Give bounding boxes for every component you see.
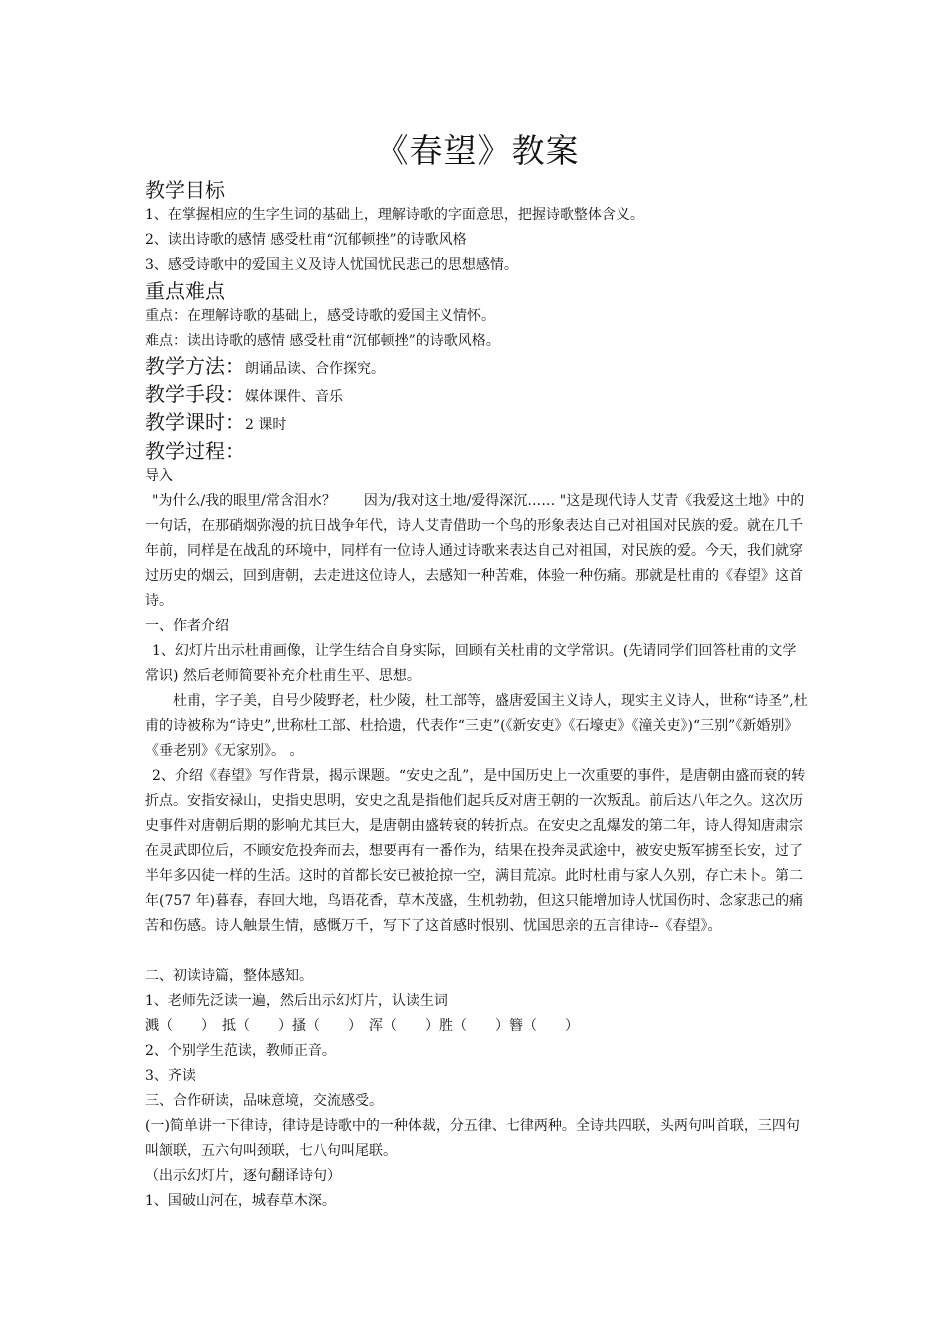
section3-paragraph-1: (一)简单讲一下律诗，律诗是诗歌中的一种体裁，分五律、七律两种。全诗共四联，头两句叫首联，三四句叫颔联，五六句叫颈联，七八句叫尾联。	[145, 1118, 800, 1159]
section3-paragraph-3: 1、国破山河在，城春草木深。	[145, 1193, 336, 1209]
section2-paragraph-2: 2、个别学生范读，教师正音。	[145, 1043, 336, 1059]
goal-item-3: 3、感受诗歌中的爱国主义及诗人忧国忧民悲己的思想感情。	[145, 257, 518, 273]
section2-paragraph-1: 1、老师先泛读一遍，然后出示幻灯片，认读生词	[145, 993, 448, 1009]
difficulty-text: 难点：读出诗歌的感情 感受杜甫“沉郁顿挫”的诗歌风格。	[145, 333, 500, 349]
hours-line	[145, 410, 810, 438]
section1-paragraph-3: 2、介绍《春望》写作背景，揭示课题。“安史之乱”，是中国历史上一次重要的事件，是唐朝由盛而衰的转折点。安指安禄山，史指史思明，安史之乱是指他们起兵反对唐王朝的一次叛乱。前后达八年之久。这次历史事件对唐朝后期的影响尤其巨大，是唐朝由盛转衰的转折点。在安史之乱爆发的第二年，诗人得知唐肃宗在灵武即位后，不顾安危投奔而去，想要再有一番作为，结果在投奔灵武途中，被安史叛军掳至长安，过了半年多囚徒一样的生活。这时的首都长安已被抢掠一空，满目荒凉。此时杜甫与家人久别，存亡未卜。第二年(757 年)暮春，春回大地，鸟语花香，草木茂盛，生机勃勃，但这只能增加诗人忧国伤时、念家悲己的痛苦和伤感。诗人触景生情，感慨万千，写下了这首感时恨别、忧国思亲的五言律诗--《春望》。	[145, 768, 806, 934]
section2-paragraph-3: 3、齐读	[145, 1068, 196, 1084]
intro-paragraph: "为什么/我的眼里/常含泪水？ 因为/我对这土地/爱得深沉…… "这是现代诗人艾青《我爱这土地》中的一句话，在那硝烟弥漫的抗日战争年代，诗人艾青借助一个鸟的形象表达自己对祖国对民族的爱。就在几千年前，同样是在战乱的环境中，同样有一位诗人通过诗歌来表达自己对祖国，对民族的爱。今天，我们就穿过历史的烟云，回到唐朝，去走进这位诗人，去感知一种苦难，体验一种伤痛。那就是杜甫的《春望》这首诗。	[145, 493, 805, 609]
section2-heading: 二、初读诗篇，整体感知。	[145, 968, 313, 984]
intro-label: 导入	[145, 468, 173, 484]
means-value: 媒体课件、音乐	[245, 389, 343, 405]
vocab-words: 溅（ ） 抵（ ）搔（ ） 浑（ ）胜（ ）簪（ ）	[145, 1018, 579, 1034]
key-points-heading: 重点难点	[145, 279, 225, 303]
hours-label: 教学课时：	[145, 410, 245, 434]
goal-item-2: 2、读出诗歌的感情 感受杜甫“沉郁顿挫”的诗歌风格	[145, 232, 467, 248]
goal-item-1: 1、在掌握相应的生字生词的基础上，理解诗歌的字面意思，把握诗歌整体含义。	[145, 207, 644, 223]
hours-value: 2 课时	[245, 417, 287, 433]
method-label: 教学方法：	[145, 354, 245, 378]
section3-paragraph-2: （出示幻灯片，逐句翻译诗句）	[145, 1168, 341, 1184]
section1-paragraph-1: 1、幻灯片出示杜甫画像，让学生结合自身实际，回顾有关杜甫的文学常识。(先请同学们回答杜甫的文学常识) 然后老师简要补充介杜甫生平、思想。	[145, 643, 797, 684]
spacer	[145, 939, 810, 964]
means-label: 教学手段：	[145, 382, 245, 406]
focus-text: 重点：在理解诗歌的基础上，感受诗歌的爱国主义情怀。	[145, 308, 495, 324]
means-line	[145, 382, 810, 410]
section3-heading: 三、合作研读，品味意境，交流感受。	[145, 1093, 383, 1109]
process-heading: 教学过程：	[145, 439, 245, 463]
section1-heading: 一、作者介绍	[145, 618, 229, 634]
goals-heading: 教学目标	[145, 178, 225, 202]
method-line	[145, 354, 810, 382]
document-title: 《春望》教案	[375, 131, 580, 170]
method-value: 朗诵品读、合作探究。	[245, 361, 385, 377]
section1-paragraph-2: 杜甫，字子美，自号少陵野老，杜少陵，杜工部等，盛唐爱国主义诗人，现实主义诗人，世称“诗圣”,杜甫的诗被称为“诗史”,世称杜工部、杜拾遗，代表作“三吏”(《新安吏》《石壕吏》《潼关吏》)“三别”《新婚别》《垂老别》《无家别》。 。	[145, 693, 808, 759]
document-page	[145, 125, 810, 1214]
